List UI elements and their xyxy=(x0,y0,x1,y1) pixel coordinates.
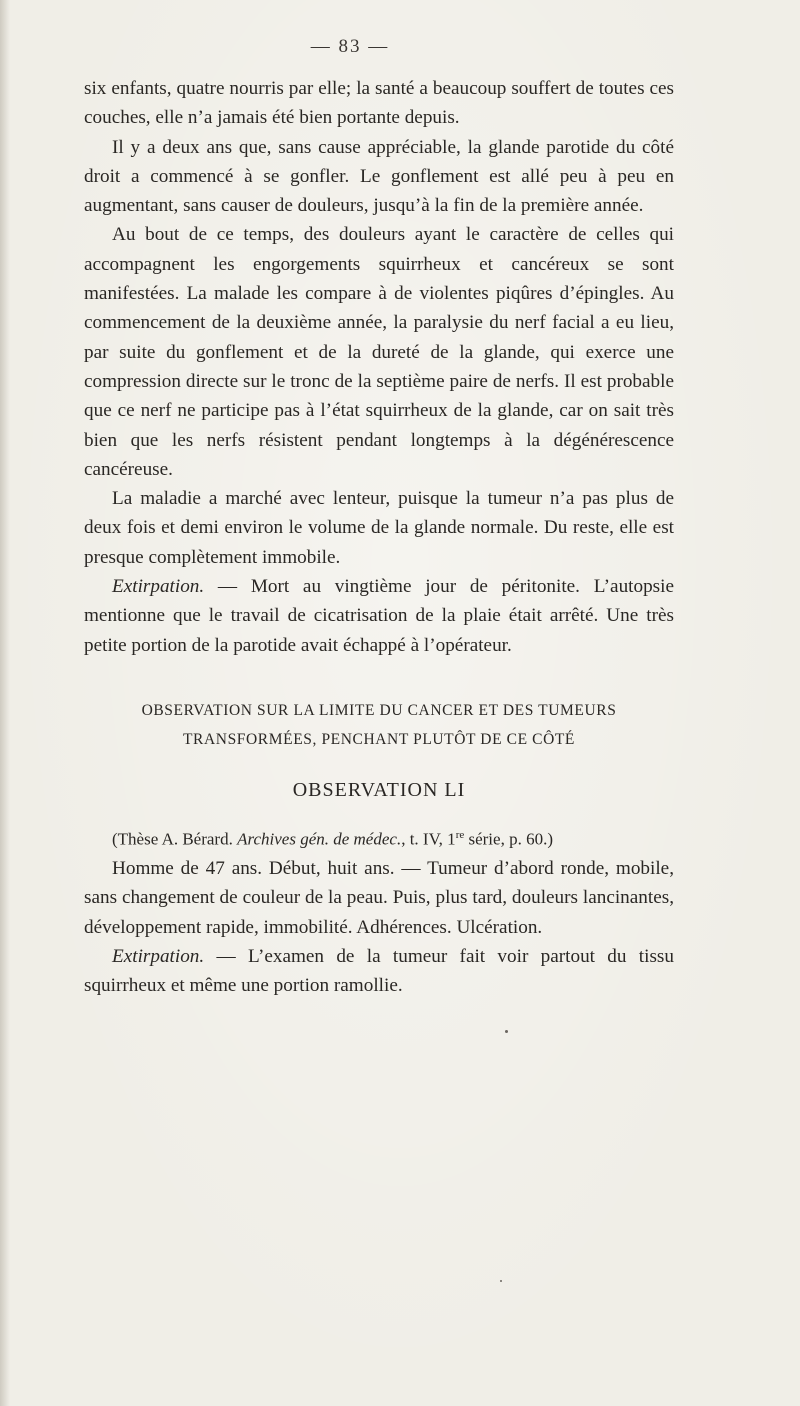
observation-title: OBSERVATION LI xyxy=(292,778,466,801)
page-number: — 83 — xyxy=(310,36,390,57)
body-text xyxy=(84,74,674,1001)
extirpation-label-1: Extirpation. xyxy=(112,576,205,598)
paragraph-6: Homme de 47 ans. Début, huit ans. — Tumeur d’abord ronde, mobile, sans changement de couleur de la peau. Puis, plus tard, douleurs lancinantes, développement rapide, immobilité. Adhérences. Ulcération. xyxy=(84,858,674,938)
paragraph-5-text: — Mort au vingtième jour de péritonite. L’autopsie mentionne que le travail de cicatrisation de la plaie était arrêté. Une très petite portion de la parotide avait échappé à l’opérateur. xyxy=(84,576,674,656)
source-prefix: (Thèse A. Bérard. xyxy=(112,829,238,849)
page-edge-shadow xyxy=(0,0,10,1406)
source-journal: Archives gén. de médec. xyxy=(237,829,402,849)
source-suffix: série, p. 60.) xyxy=(464,829,553,849)
source-citation xyxy=(84,821,674,854)
paragraph-7 xyxy=(84,942,674,1001)
section-heading xyxy=(84,696,674,754)
paragraph-4: La maladie a marché avec lenteur, puisque la tumeur n’a pas plus de deux fois et demi environ le volume de la glande normale. Du reste, elle est presque complètement immobile. xyxy=(84,488,674,568)
print-speck xyxy=(505,1030,508,1033)
source-volume: , t. IV, 1 xyxy=(401,829,456,849)
print-speck xyxy=(500,1280,502,1282)
paragraph-7-text: — L’examen de la tumeur fait voir partout du tissu squirrheux et même une portion ramollie. xyxy=(84,946,674,997)
extirpation-label-2: Extirpation. xyxy=(112,946,205,968)
paragraph-2: Il y a deux ans que, sans cause appréciable, la glande parotide du côté droit a commencé à se gonfler. Le gonflement est allé peu à peu en augmentant, sans causer de douleurs, jusqu’à la fin de la première année. xyxy=(84,136,674,217)
section-heading-line-1: OBSERVATION SUR LA LIMITE DU CANCER ET DES TUMEURS xyxy=(141,701,617,719)
paragraph-5 xyxy=(84,572,674,660)
section-heading-line-2: TRANSFORMÉES, PENCHANT PLUTÔT DE CE CÔTÉ xyxy=(182,730,575,748)
source-superscript: re xyxy=(455,829,465,842)
paragraph-3: Au bout de ce temps, des douleurs ayant le caractère de celles qui accompagnent les engorgements squirrheux et cancéreux se sont manifestées. La malade les compare à de violentes piqûres d’épingles. Au commencement de la deuxième année, la paralysie du nerf facial a eu lieu, par suite du gonflement et de la dureté de la glande, qui exerce une compression directe sur le tronc de la septième paire de nerfs. Il est probable que ce nerf ne participe pas à l’état squirrheux de la glande, car on sait très bien que les nerfs résistent pendant longtemps à la dégénérescence cancéreuse. xyxy=(84,224,674,480)
paragraph-1: six enfants, quatre nourris par elle; la santé a beaucoup souffert de toutes ces couches, elle n’a jamais été bien portante depuis. xyxy=(84,78,674,129)
